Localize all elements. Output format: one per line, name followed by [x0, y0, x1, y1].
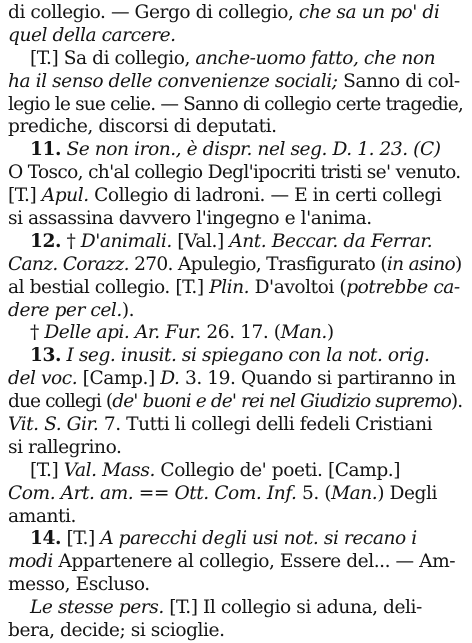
text-run: == [133, 482, 175, 504]
italic-run: Apul. [41, 185, 89, 207]
italic-run: D'animali. [80, 230, 172, 252]
text-run: [T.] [30, 459, 64, 481]
text-run: Appartenere al collegio, Essere del... — Am- [52, 551, 456, 573]
text-line [8, 116, 464, 139]
text-run: ). [450, 391, 463, 413]
text-run: [T.] [8, 185, 42, 207]
italic-run: modi [8, 551, 53, 573]
text-line [8, 25, 464, 48]
section-number: 14. [30, 528, 61, 550]
text-run: [T.] Sa di collegio, [30, 47, 196, 69]
italic-run: Se non iron., è dispr. nel seg. D. 1. 23. (C) [61, 139, 441, 161]
section-number: 12. [30, 230, 61, 252]
text-line [8, 48, 464, 71]
section-number: 13. [30, 345, 61, 367]
italic-run: Ott. Com. Inf. [174, 482, 297, 504]
text-run: 5. ( [296, 482, 332, 504]
italic-run: Delle api. Ar. Fur. [44, 322, 201, 344]
italic-run: A parecchi degli usi not. si recano i [100, 528, 417, 550]
text-line [8, 208, 464, 231]
italic-run: dere per cel. [8, 299, 122, 321]
italic-run: Com. Art. am. [8, 482, 134, 504]
italic-run: Canz. Corazz. [8, 253, 129, 275]
text-line [8, 162, 464, 185]
text-line [8, 574, 464, 597]
text-line [8, 437, 464, 460]
text-run: 26. 17. ( [200, 322, 281, 344]
text-line [8, 139, 464, 162]
italic-run: de' buoni e de' rei nel Giudizio supremo [112, 391, 451, 413]
text-run: bera, decide; si scioglie. [8, 620, 225, 642]
text-line [8, 2, 464, 25]
italic-run: anche-uomo fatto, che non [195, 47, 436, 69]
text-run: O Tosco, ch'al collegio Degl'ipocriti tristi se' venuto. [8, 162, 461, 184]
text-line [8, 483, 464, 506]
text-run: 270. Apulegio, Trasfigurato ( [128, 253, 387, 275]
italic-run: Man. [331, 482, 378, 504]
text-line [8, 414, 464, 437]
text-run: amanti. [8, 505, 76, 527]
text-run: Sanno di col- [337, 70, 460, 92]
italic-run: Ant. Beccar. da Ferrar. [229, 230, 433, 252]
text-run: ) Degli [377, 482, 438, 504]
text-line [8, 460, 464, 483]
italic-run: Val. Mass. [63, 459, 155, 481]
text-line [8, 231, 464, 254]
text-line [8, 597, 464, 620]
text-line [8, 185, 464, 208]
text-run: [T.] Il collegio si aduna, deli- [163, 597, 422, 619]
text-line [8, 300, 464, 323]
text-run: ) [326, 322, 334, 344]
text-run: di collegio. — Gergo di collegio, [8, 2, 299, 23]
text-run: Collegio de' poeti. [Camp.] [154, 459, 401, 481]
italic-run: Man. [280, 322, 327, 344]
text-run: legio le sue celie. — Sanno di collegio certe tragedie, [8, 93, 463, 115]
italic-run: potrebbe ca- [346, 276, 460, 298]
text-line [8, 368, 464, 391]
italic-run: D. [160, 368, 180, 390]
text-line [8, 94, 464, 117]
text-line [8, 391, 464, 414]
italic-run: I seg. inusit. si spiegano con la not. orig. [61, 345, 430, 367]
text-run: [T.] [61, 528, 101, 550]
text-line [8, 345, 464, 368]
text-line [8, 277, 464, 300]
text-run: prediche, discorsi di deputati. [8, 116, 277, 138]
text-line [8, 506, 464, 529]
italic-run: in asino [386, 253, 455, 275]
italic-run: che sa un po' di [298, 2, 440, 23]
italic-run: Le stesse pers. [30, 597, 164, 619]
italic-run: Vit. S. Gir. [8, 414, 99, 436]
text-run: D'avoltoi ( [249, 276, 347, 298]
text-line [8, 528, 464, 551]
italic-run: quel della carcere. [8, 24, 176, 46]
text-run: si rallegrino. [8, 436, 122, 458]
text-run: due collegi ( [8, 391, 113, 413]
text-run: ). [121, 299, 135, 321]
text-run: ) [454, 253, 462, 275]
section-number: 11. [30, 139, 61, 161]
italic-run: Plin. [209, 276, 250, 298]
text-run: [Camp.] [77, 368, 161, 390]
text-run: † [61, 230, 81, 252]
italic-run: del voc. [8, 368, 78, 390]
text-run: si assassina davvero l'ingegno e l'anima. [8, 208, 372, 230]
text-line [8, 620, 464, 643]
text-run: † [30, 322, 45, 344]
text-run: 7. Tutti li collegi delli fedeli Cristiani [98, 414, 433, 436]
text-run: [Val.] [171, 230, 230, 252]
text-line [8, 322, 464, 345]
text-run: messo, Escluso. [8, 574, 150, 596]
italic-run: ha il senso delle convenienze sociali; [8, 70, 338, 92]
text-run: 3. 19. Quando si partiranno in [179, 368, 456, 390]
text-run: al bestial collegio. [T.] [8, 276, 210, 298]
text-line [8, 71, 464, 94]
text-line [8, 254, 464, 277]
text-run: Collegio di ladroni. — E in certi collegi [88, 185, 442, 207]
text-line [8, 551, 464, 574]
